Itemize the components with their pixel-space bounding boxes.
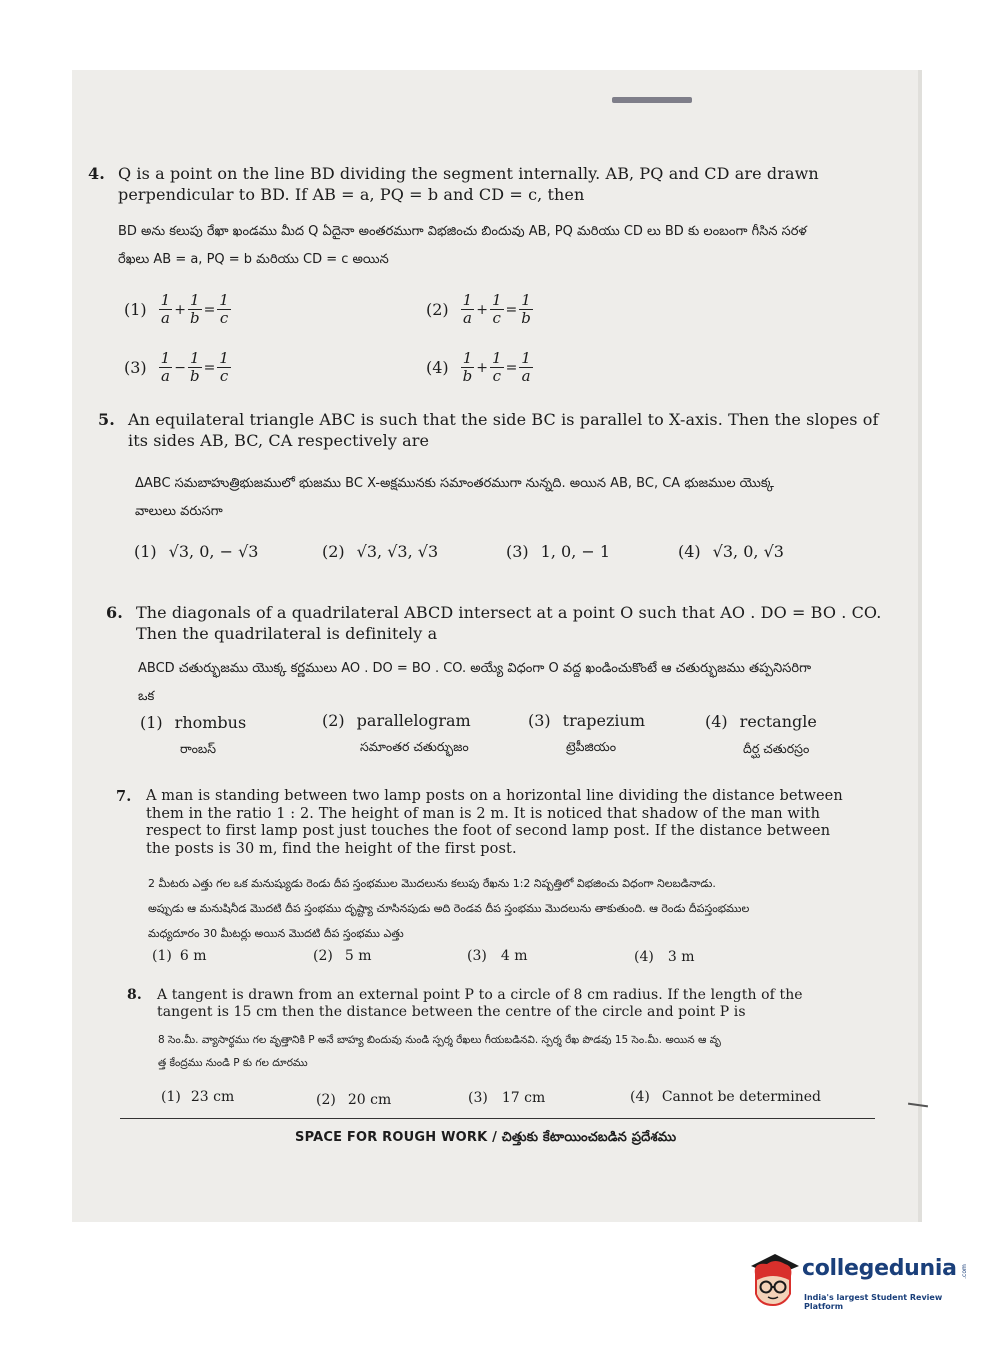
option-label: (4) bbox=[426, 358, 449, 377]
question-text-line: An equilateral triangle ABC is such that the side BC is parallel to X-axis. Then the slopes of bbox=[128, 410, 879, 429]
question-number: 8. bbox=[127, 987, 142, 1003]
question-text-line: them in the ratio 1 : 2. The height of man is 2 m. It is noticed that shadow of the man with bbox=[146, 805, 821, 822]
mascot-icon bbox=[745, 1250, 801, 1310]
option-label: (1) bbox=[124, 300, 147, 319]
option-label: (1) bbox=[152, 948, 172, 964]
option-q5-2[interactable] bbox=[322, 542, 438, 561]
option-label: (4) bbox=[630, 1089, 650, 1105]
option-label: (1) bbox=[140, 713, 163, 732]
option-label: (4) bbox=[678, 542, 701, 561]
question-text-line: its sides AB, BC, CA respectively are bbox=[128, 431, 430, 450]
option-q7-3[interactable] bbox=[467, 948, 527, 964]
telugu-text-line: ఒక bbox=[138, 689, 155, 704]
option-label: (3) bbox=[506, 542, 529, 561]
option-q7-4[interactable] bbox=[634, 949, 694, 965]
telugu-text-line: 8 సెం.మీ. వ్యాసార్థము గల వృత్తానికి P అనే బాహ్య బిందువు నుండి స్పర్శ రేఖలు గీయబడినవి. స్పర్శ రేఖ పొడవు 15 సెం.మీ. అయిన ఆ వృ bbox=[158, 1034, 721, 1046]
option-label: (3) bbox=[468, 1090, 488, 1106]
option-text: parallelogram bbox=[356, 711, 471, 730]
option-q5-4[interactable] bbox=[678, 542, 784, 561]
question-4-telugu bbox=[118, 218, 928, 274]
logo-name: collegedunia bbox=[802, 1256, 957, 1281]
collegedunia-logo[interactable] bbox=[745, 1250, 970, 1310]
question-text-line: respect to first lamp post just touches the foot of second lamp post. If the distance between bbox=[146, 823, 831, 839]
option-text: Cannot be determined bbox=[661, 1089, 822, 1105]
logo-tagline: India's largest Student Review Platform bbox=[804, 1293, 943, 1311]
option-q6-2-telugu: సమాంతర చతుర్భుజం bbox=[360, 739, 469, 754]
option-q8-1[interactable] bbox=[161, 1089, 234, 1105]
option-q6-4-telugu: దీర్ఘ చతురస్రం bbox=[743, 741, 810, 756]
option-q8-4[interactable] bbox=[630, 1089, 821, 1105]
question-text-line: Q is a point on the line BD dividing the segment internally. AB, PQ and CD are drawn bbox=[118, 164, 819, 183]
option-label: (4) bbox=[634, 949, 654, 965]
option-q6-3[interactable] bbox=[528, 711, 645, 730]
option-q6-4[interactable] bbox=[705, 712, 817, 731]
question-number: 4. bbox=[88, 164, 105, 183]
question-number: 5. bbox=[98, 410, 115, 429]
option-label: (1) bbox=[134, 542, 157, 561]
option-label: (4) bbox=[705, 712, 728, 731]
question-6-telugu bbox=[138, 655, 908, 711]
question-text-line: Then the quadrilateral is definitely a bbox=[136, 624, 438, 643]
option-q6-1[interactable] bbox=[140, 713, 246, 732]
option-text: √3, √3, √3 bbox=[356, 542, 439, 561]
question-7 bbox=[116, 788, 896, 858]
option-equation: $\frac{1}{b}$ + $\frac{1}{c}$ = $\frac{1}{a}$ bbox=[462, 349, 531, 385]
option-q4-1[interactable] bbox=[124, 292, 231, 327]
option-label: (2) bbox=[322, 542, 345, 561]
question-number: 7. bbox=[116, 788, 132, 805]
telugu-text-line: త్త కేంద్రము నుండి P కు గల దూరము bbox=[158, 1057, 308, 1069]
telugu-text-line: అప్పుడు ఆ మనుషినీడ మొదటి దీప స్తంభము దృష్ట్యా చూసినపుడు అది రెండవ దీప స్తంభము మొదలును తాకుతుంది. ఆ రెండు దీపస్తంభముల bbox=[148, 902, 750, 915]
option-label: (1) bbox=[161, 1089, 181, 1105]
option-text: rhombus bbox=[174, 713, 247, 732]
option-label: (2) bbox=[322, 711, 345, 730]
question-text-line: The diagonals of a quadrilateral ABCD intersect at a point O such that AO . DO = BO . CO. bbox=[136, 603, 882, 622]
option-q4-2[interactable] bbox=[426, 292, 533, 327]
option-equation: $\frac{1}{a}$ + $\frac{1}{c}$ = $\frac{1}{b}$ bbox=[462, 291, 531, 327]
option-q6-3-telugu: ట్రెపీజియం bbox=[566, 739, 617, 754]
option-text: 6 m bbox=[179, 948, 207, 964]
option-equation: $\frac{1}{a}$ + $\frac{1}{b}$ = $\frac{1}{c}$ bbox=[160, 291, 229, 327]
option-q8-3[interactable] bbox=[468, 1090, 545, 1106]
telugu-text-line: మధ్యదూరం 30 మీటర్లు అయిన మొదటి దీప స్తంభము ఎత్తు bbox=[148, 927, 404, 940]
rough-work-label: SPACE FOR ROUGH WORK / చిత్తుకు కేటాయించబడిన ప్రదేశము bbox=[295, 1130, 677, 1145]
question-text-line: the posts is 30 m, find the height of the first post. bbox=[146, 840, 517, 857]
telugu-text-line: ΔABC సమబాహుత్రిభుజములో భుజము BC X-అక్షమునకు సమాంతరముగా నున్నది. అయిన AB, BC, CA భుజముల యొక్క bbox=[135, 476, 774, 491]
option-label: (3) bbox=[124, 358, 147, 377]
option-label: (2) bbox=[426, 300, 449, 319]
question-text-line: tangent is 15 cm then the distance between the centre of the circle and point P is bbox=[157, 1004, 746, 1020]
option-q7-2[interactable] bbox=[313, 948, 371, 964]
option-q6-2[interactable] bbox=[322, 711, 471, 730]
telugu-text-line: 2 మీటరు ఎత్తు గల ఒక మనుష్యుడు రెండు దీప స్తంభముల మొదలును కలుపు రేఖను 1:2 నిష్పత్తిలో విభజించు విధంగా నిలబడినాడు. bbox=[148, 877, 716, 890]
option-q4-3[interactable] bbox=[124, 350, 231, 385]
question-text-line: A tangent is drawn from an external point P to a circle of 8 cm radius. If the length of the bbox=[157, 987, 803, 1003]
option-text: 3 m bbox=[667, 949, 695, 965]
option-equation: $\frac{1}{a}$ − $\frac{1}{b}$ = $\frac{1}{c}$ bbox=[160, 349, 229, 385]
option-text: √3, 0, − √3 bbox=[168, 542, 259, 561]
option-text: 17 cm bbox=[501, 1090, 546, 1106]
option-label: (2) bbox=[316, 1092, 336, 1108]
question-8-telugu bbox=[158, 1029, 878, 1075]
page-smudge bbox=[612, 97, 692, 103]
telugu-text-line: ABCD చతుర్భుజము యొక్క కర్ణములు AO . DO = BO . CO. అయ్యే విధంగా O వద్ద ఖండించుకొంటే ఆ చతుర్భుజము తప్పనిసరిగా bbox=[138, 661, 812, 676]
question-6 bbox=[106, 602, 906, 644]
option-label: (3) bbox=[467, 948, 487, 964]
question-4 bbox=[88, 163, 928, 205]
option-text: 20 cm bbox=[347, 1092, 392, 1108]
option-text: 4 m bbox=[500, 948, 528, 964]
option-text: 23 cm bbox=[190, 1089, 235, 1105]
option-q8-2[interactable] bbox=[316, 1092, 391, 1108]
option-q6-1-telugu: రాంబస్ bbox=[180, 741, 217, 756]
option-q5-3[interactable] bbox=[506, 542, 610, 561]
question-5 bbox=[98, 409, 918, 451]
question-5-telugu bbox=[135, 470, 920, 526]
option-text: √3, 0, √3 bbox=[712, 542, 784, 561]
option-q4-4[interactable] bbox=[426, 350, 533, 385]
logo-domain-suffix: .com bbox=[960, 1264, 968, 1279]
telugu-text-line: రేఖలు AB = a, PQ = b మరియు CD = c అయిన bbox=[118, 252, 389, 267]
telugu-text-line: వాలులు వరుసగా bbox=[135, 504, 223, 519]
question-8 bbox=[127, 987, 887, 1021]
option-text: 5 m bbox=[344, 948, 372, 964]
option-text: trapezium bbox=[562, 711, 646, 730]
option-text: 1, 0, − 1 bbox=[540, 542, 611, 561]
option-q5-1[interactable] bbox=[134, 542, 258, 561]
option-text: rectangle bbox=[739, 712, 817, 731]
question-number: 6. bbox=[106, 603, 123, 622]
question-text-line: A man is standing between two lamp posts on a horizontal line dividing the distance between bbox=[146, 788, 843, 804]
option-label: (3) bbox=[528, 711, 551, 730]
question-7-telugu bbox=[148, 871, 898, 946]
footer-divider bbox=[120, 1118, 875, 1119]
option-q7-1[interactable] bbox=[152, 948, 206, 964]
option-label: (2) bbox=[313, 948, 333, 964]
question-text-line: perpendicular to BD. If AB = a, PQ = b and CD = c, then bbox=[118, 185, 585, 204]
telugu-text-line: BD అను కలుపు రేఖా ఖండము మీద Q ఏదైనా అంతరముగా విభజించు బిందువు AB, PQ మరియు CD లు BD కు లంబంగా గీసిన సరళ bbox=[118, 224, 807, 239]
